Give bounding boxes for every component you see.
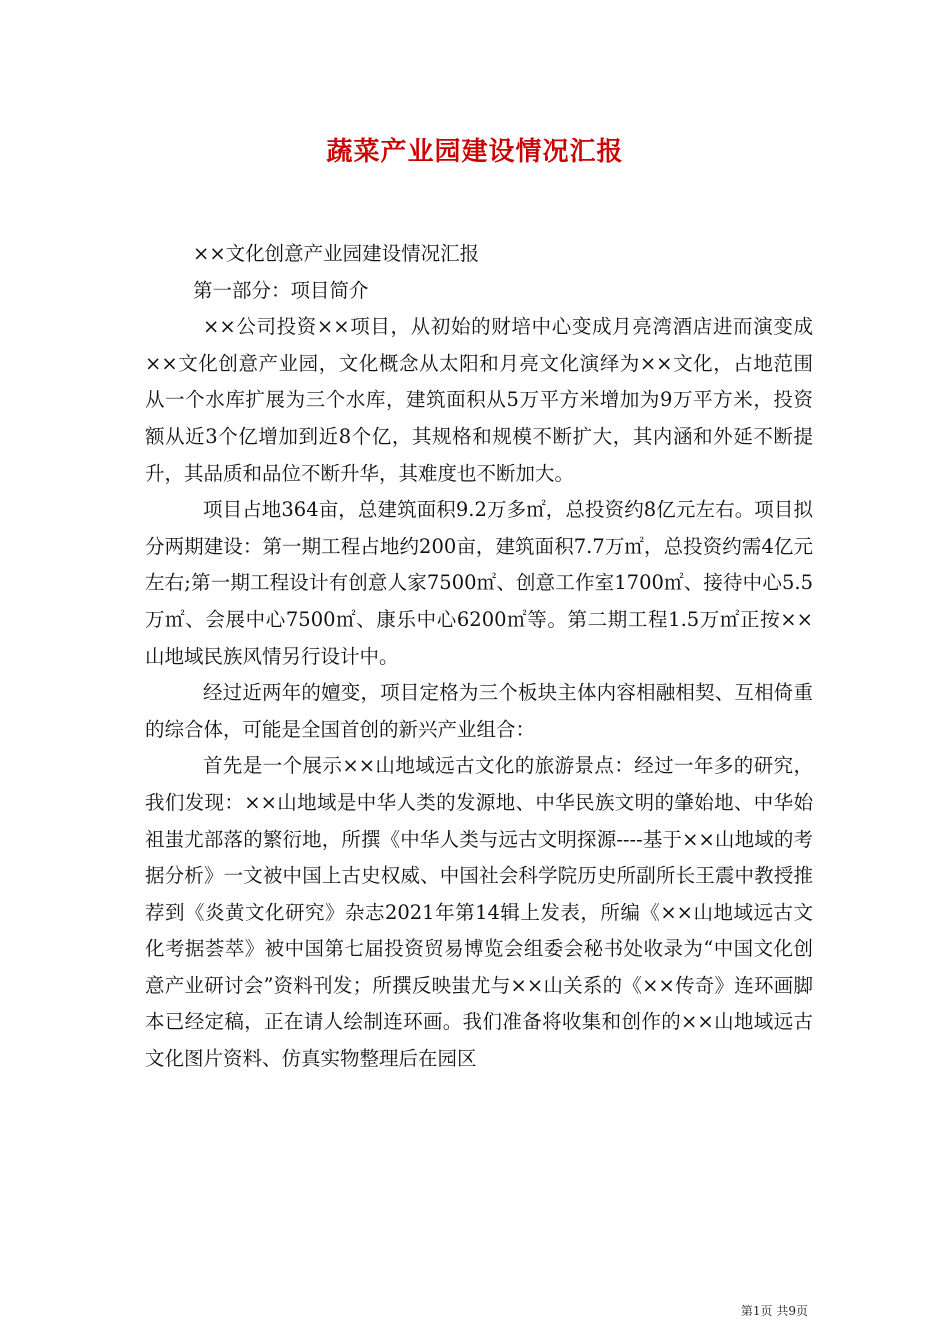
body-paragraph: 经过近两年的嬗变，项目定格为三个板块主体内容相融相契、互相倚重的综合体，可能是全国首创的新兴产业组合：	[145, 681, 813, 741]
section-heading: 第一部分：项目简介	[193, 278, 369, 302]
page-number: 第1页 共9页	[740, 1304, 808, 1318]
document-title: 蔬菜产业园建设情况汇报	[326, 137, 624, 167]
document-body	[145, 236, 813, 1078]
body-paragraph: 项目占地364亩，总建筑面积9.2万多㎡，总投资约8亿元左右。项目拟分两期建设：第一期工程占地约200亩，建筑面积7.7万㎡，总投资约需4亿元左右;第一期工程设计有创意人家7500㎡、创意工作室1700㎡、接待中心5.5万㎡、会展中心7500㎡、康乐中心6200㎡等。第二期工程1.5万㎡正按××山地域民族风情另行设计中。	[145, 498, 813, 668]
subtitle-paragraph: ××文化创意产业园建设情况汇报	[193, 242, 480, 265]
body-paragraph: 首先是一个展示××山地域远古文化的旅游景点：经过一年多的研究，我们发现：××山地域是中华人类的发源地、中华民族文明的肇始地、中华始祖蚩尤部落的繁衍地，所撰《中华人类与远古文明探源----基于××山地域的考据分析》一文被中国上古史权威、中国社会科学院历史所副所长王震中教授推荐到《炎黄文化研究》杂志2021年第14辑上发表，所编《××山地域远古文化考据荟萃》被中国第七届投资贸易博览会组委会秘书处收录为“中国文化创意产业研讨会”资料刊发；所撰反映蚩尤与××山关系的《××传奇》连环画脚本已经定稿，正在请人绘制连环画。我们准备将收集和创作的××山地域远古文化图片资料、仿真实物整理后在园区	[145, 754, 813, 1071]
body-paragraph: ××公司投资××项目，从初始的财培中心变成月亮湾酒店进而演变成××文化创意产业园，文化概念从太阳和月亮文化演绎为××文化，占地范围从一个水库扩展为三个水库，建筑面积从5万平方米增加为9万平方米，投资额从近3个亿增加到近8个亿，其规格和规模不断扩大，其内涵和外延不断提升，其品质和品位不断升华，其难度也不断加大。	[145, 315, 813, 485]
